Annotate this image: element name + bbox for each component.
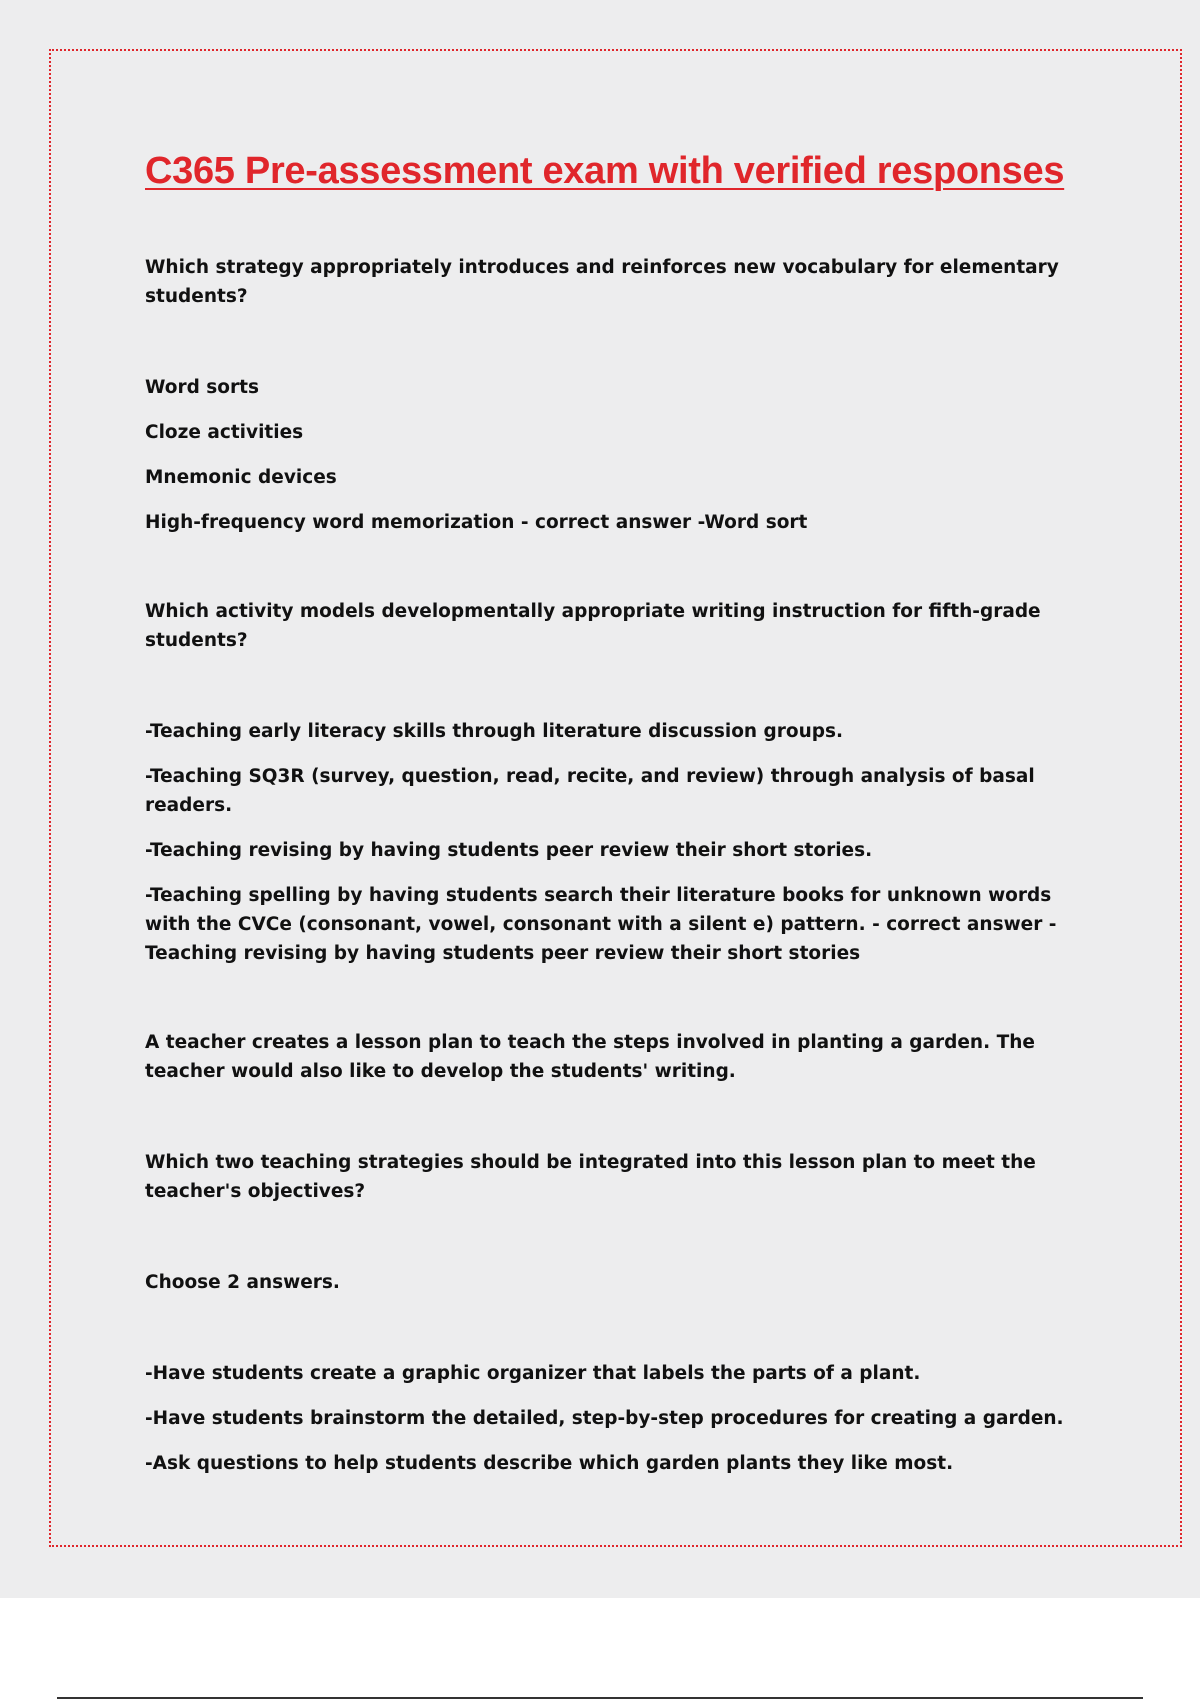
q2-option-4-answer: -Teaching spelling by having students search their literature books for unknown words with the CVCe (consonant, vowel, consonant with a silent e) pattern. - correct answer -Teaching revising by having students peer review their short stories [145,885,1057,964]
question-3-scenario: A teacher creates a lesson plan to teach the steps involved in planting a garden. The teacher would also like to develop the students' writing. [145,1032,1035,1082]
question-2: Which activity models developmentally appropriate writing instruction for fifth-grade students? [145,601,1041,651]
next-page-rule [57,1697,1143,1699]
q2-option-1: -Teaching early literacy skills through literature discussion groups. [145,721,844,742]
document-title: C365 Pre-assessment exam with verified responses [145,150,1065,192]
q2-option-2: -Teaching SQ3R (survey, question, read, recite, and review) through analysis of basal readers. [145,766,1035,816]
q2-option-3: -Teaching revising by having students peer review their short stories. [145,840,873,861]
q3-option-1: -Have students create a graphic organizer that labels the parts of a plant. [145,1363,921,1384]
question-1: Which strategy appropriately introduces and reinforces new vocabulary for elementary students? [145,257,1059,307]
q1-option-4-answer: High-frequency word memorization - correct answer -Word sort [145,512,808,533]
q3-option-2: -Have students brainstorm the detailed, step-by-step procedures for creating a garden. [145,1408,1064,1429]
question-3: Which two teaching strategies should be integrated into this lesson plan to meet the teacher's objectives? [145,1152,1036,1202]
q1-option-1: Word sorts [145,377,259,398]
question-3-instruction: Choose 2 answers. [145,1272,340,1293]
document-content [145,150,1085,1494]
q1-option-3: Mnemonic devices [145,467,337,488]
q3-option-3: -Ask questions to help students describe which garden plants they like most. [145,1453,954,1474]
q1-option-2: Cloze activities [145,422,304,443]
